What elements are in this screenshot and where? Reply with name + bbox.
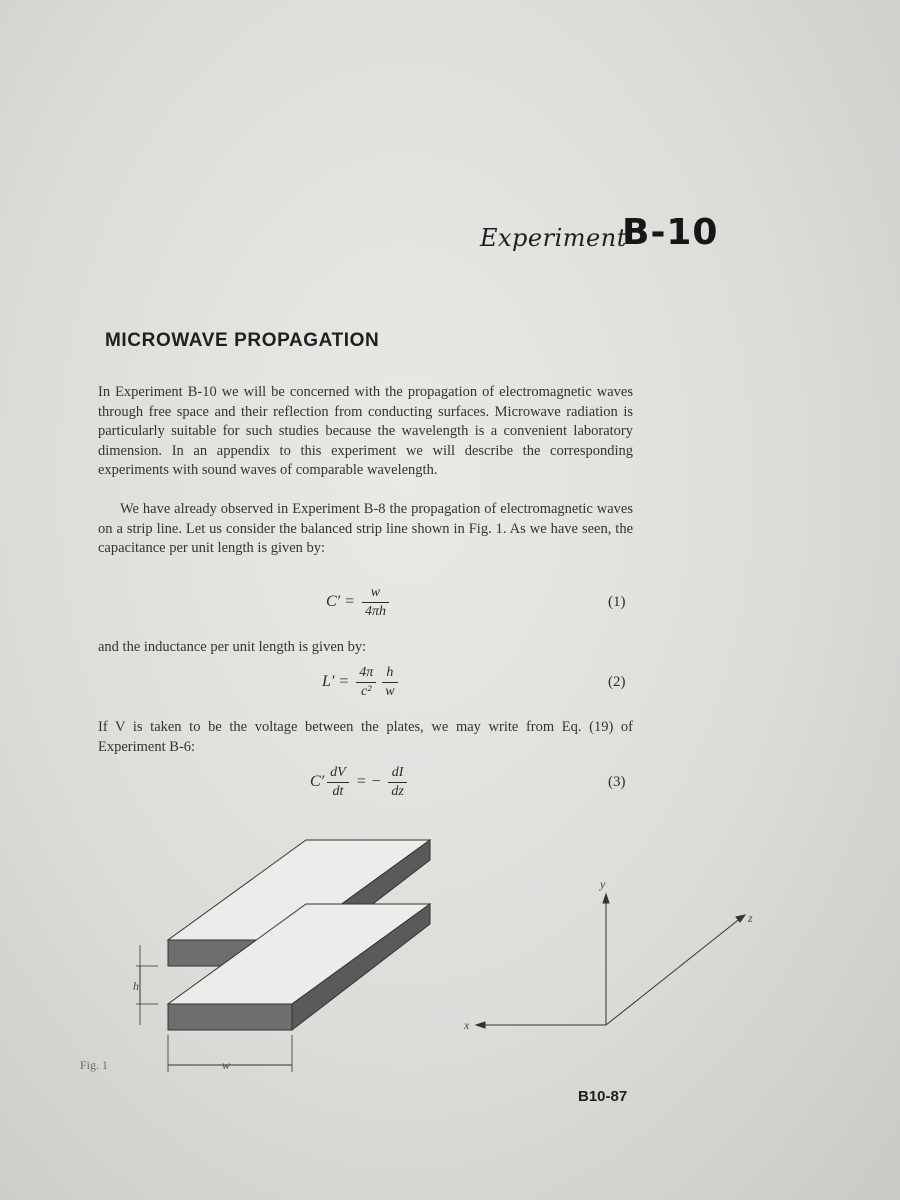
eq3-denominator-b: dz bbox=[391, 784, 404, 799]
eq3-numerator-b: dI bbox=[388, 764, 406, 783]
eq3-denominator-a: dt bbox=[332, 784, 344, 799]
equation-1 bbox=[326, 584, 392, 621]
eq2-numerator-a: 4π bbox=[356, 664, 376, 683]
eq2-fraction-b bbox=[382, 664, 397, 701]
voltage-paragraph: If V is taken to be the voltage between the plates, we may write from Eq. (19) of Experiment B-6: bbox=[98, 719, 633, 755]
intro-paragraph: In Experiment B-10 we will be concerned with the propagation of electromagnetic waves through free space and their reflection from conducting surfaces. Microwave radiation is particularly suitable for such studies because the wavelength is a convenient laboratory dimension. In an appendix to this experiment we will describe the corresponding experiments with sound waves of comparable wavelength. bbox=[98, 384, 633, 479]
eq2-denominator-b: w bbox=[385, 684, 395, 699]
eq3-numerator-a: dV bbox=[327, 764, 349, 783]
eq3-equals: = − bbox=[355, 773, 382, 791]
experiment-code: B-10 bbox=[622, 212, 719, 253]
equation-2-number: (2) bbox=[608, 674, 626, 690]
y-axis-arrow bbox=[603, 894, 609, 903]
page-number: B10-87 bbox=[578, 1088, 628, 1105]
eq2-lhs: L′ = bbox=[322, 673, 350, 691]
eq3-fraction-b bbox=[388, 764, 406, 801]
equation-3-number: (3) bbox=[608, 774, 626, 790]
eq1-lhs: C′ = bbox=[326, 593, 355, 611]
eq2-fraction-a bbox=[356, 664, 376, 701]
x-axis-label: x bbox=[464, 1018, 470, 1032]
equation-3 bbox=[310, 764, 410, 801]
strip-line-paragraph: We have already observed in Experiment B-8 the propagation of electromagnetic waves on a strip line. Let us consider the balanced strip line shown in Fig. 1. As we have seen, the capacitance per unit length is given by: bbox=[98, 501, 633, 557]
experiment-header bbox=[470, 212, 800, 272]
section-title: MICROWAVE PROPAGATION bbox=[105, 330, 380, 351]
eq2-numerator-b: h bbox=[382, 664, 397, 683]
equation-1-number: (1) bbox=[608, 594, 626, 610]
eq3-lhs: C′ bbox=[310, 773, 325, 791]
inductance-paragraph: and the inductance per unit length is given by: bbox=[98, 639, 367, 655]
eq2-denominator-a: c² bbox=[361, 684, 372, 699]
strip-line-figure bbox=[0, 820, 900, 1100]
y-axis-label: y bbox=[600, 877, 606, 891]
h-label: h bbox=[133, 979, 139, 993]
figure-label: Fig. 1 bbox=[80, 1058, 109, 1072]
eq3-fraction-a bbox=[327, 764, 349, 801]
w-label: w bbox=[222, 1058, 231, 1072]
lower-plate-front bbox=[168, 1004, 292, 1030]
eq1-numerator: w bbox=[362, 584, 389, 603]
z-axis-label: z bbox=[748, 911, 753, 925]
z-axis bbox=[606, 917, 742, 1025]
experiment-label: Experiment bbox=[480, 224, 627, 252]
eq1-denominator: 4πh bbox=[364, 604, 386, 619]
strip-line-drawing bbox=[136, 840, 745, 1072]
x-axis-arrow bbox=[476, 1022, 485, 1028]
eq1-fraction bbox=[362, 584, 389, 621]
equation-2 bbox=[322, 664, 401, 701]
